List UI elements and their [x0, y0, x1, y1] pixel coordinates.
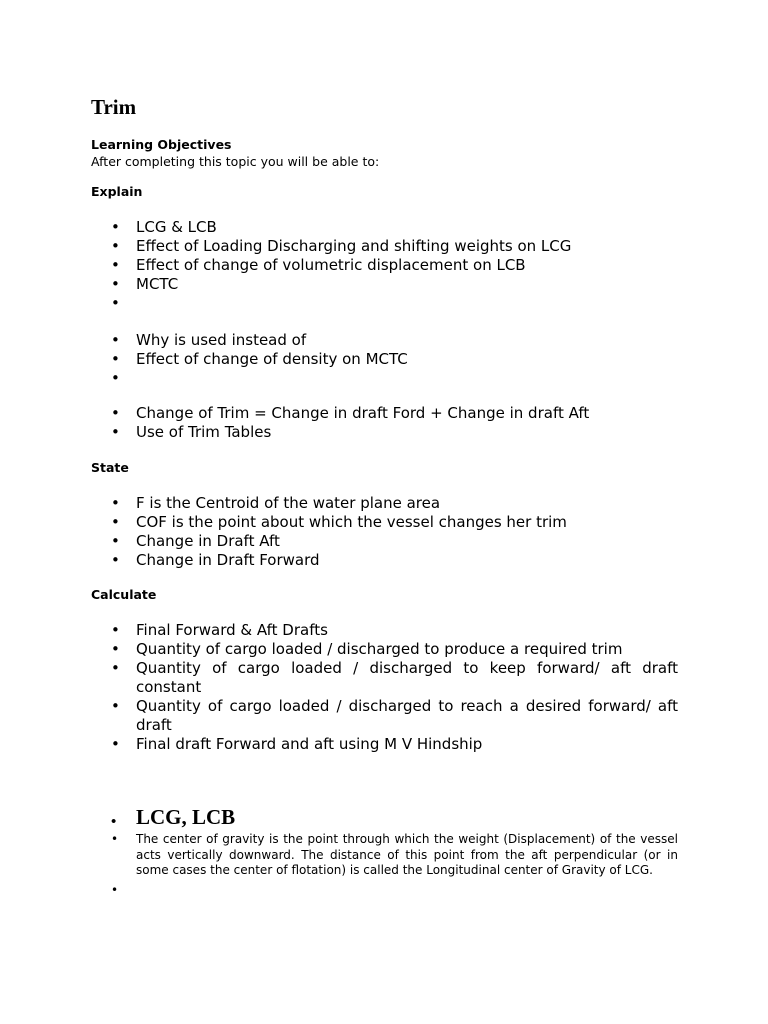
learning-objectives-heading: Learning Objectives	[91, 137, 232, 152]
lcg-section-list	[91, 804, 678, 902]
list-item: • Quantity of cargo loaded / discharged to produce a required trim	[111, 640, 623, 658]
bullet-icon: •	[111, 369, 120, 387]
lcg-paragraph: • The center of gravity is the point through which the weight (Displacement) of the vessel acts vertically downward. The distance of this point from the aft perpendicular (or in some cases the center of flotation) is called the Longitudinal center of Gravity of LCG.	[111, 832, 678, 877]
bullet-icon: •	[111, 640, 120, 658]
explain-heading: Explain	[91, 184, 143, 199]
list-item: • Use of Trim Tables	[111, 423, 272, 441]
list-item: • MCTC	[111, 275, 179, 293]
list-item: • Final Forward & Aft Drafts	[111, 621, 328, 639]
bullet-icon: •	[111, 218, 120, 236]
list-item: • LCG & LCB	[111, 218, 217, 236]
page-title: Trim	[91, 95, 137, 119]
list-item: • Effect of change of density on MCTC	[111, 350, 408, 368]
bullet-icon: •	[111, 256, 120, 274]
lcg-lcb-heading: • LCG, LCB	[91, 804, 678, 830]
list-item: • Quantity of cargo loaded / discharged to keep forward/ aft draft constant	[111, 659, 678, 696]
bullet-icon: •	[111, 237, 120, 255]
list-item: • Why is used instead of	[111, 331, 307, 349]
list-item: • Final draft Forward and aft using M V Hindship	[111, 735, 483, 753]
bullet-icon: •	[111, 532, 120, 550]
list-item: • F is the Centroid of the water plane area	[111, 494, 441, 512]
explain-list-3	[91, 404, 678, 442]
bullet-icon: •	[111, 423, 120, 441]
bullet-icon: •	[111, 659, 120, 677]
explain-list-1	[91, 218, 678, 313]
learning-objectives-intro: After completing this topic you will be able to:	[91, 154, 380, 169]
bullet-icon: •	[111, 697, 120, 715]
bullet-icon: •	[111, 832, 119, 846]
explain-list-2	[91, 331, 678, 388]
bullet-icon: •	[111, 331, 120, 349]
list-item: • Change in Draft Aft	[111, 532, 280, 550]
bullet-icon: •	[111, 735, 120, 753]
bullet-icon: •	[111, 882, 119, 897]
list-item: • Effect of change of volumetric displacement on LCB	[111, 256, 526, 274]
list-item: • COF is the point about which the vessel changes her trim	[111, 513, 567, 531]
list-item: • Change in Draft Forward	[111, 551, 320, 569]
bullet-icon: •	[111, 814, 117, 830]
bullet-icon: •	[111, 350, 120, 368]
bullet-icon: •	[111, 404, 120, 422]
bullet-icon: •	[111, 513, 120, 531]
bullet-icon: •	[111, 551, 120, 569]
bullet-icon: •	[111, 494, 120, 512]
bullet-icon: •	[111, 294, 120, 312]
list-item: • Quantity of cargo loaded / discharged to reach a desired forward/ aft draft	[111, 697, 678, 734]
list-item	[91, 883, 678, 902]
calculate-heading: Calculate	[91, 587, 157, 602]
list-item: • Effect of Loading Discharging and shifting weights on LCG	[111, 237, 572, 255]
list-item: • Change of Trim = Change in draft Ford + Change in draft Aft	[111, 404, 590, 422]
calculate-list	[91, 621, 678, 754]
state-list	[91, 494, 678, 570]
list-item	[91, 369, 678, 388]
state-heading: State	[91, 460, 129, 475]
bullet-icon: •	[111, 621, 120, 639]
bullet-icon: •	[111, 275, 120, 293]
list-item	[91, 294, 678, 313]
